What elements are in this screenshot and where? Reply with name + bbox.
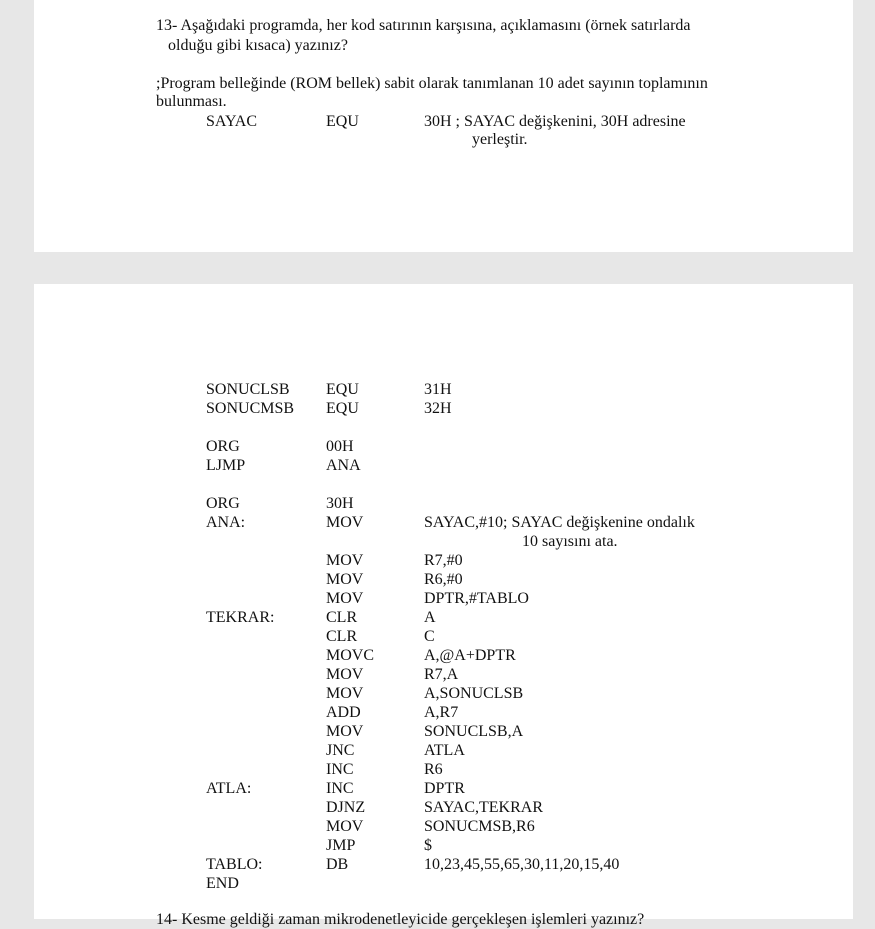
code-comment-continuation: yerleştir. xyxy=(472,131,528,148)
code-opcode: JNC xyxy=(326,742,355,759)
code-operand: SONUCMSB,R6 xyxy=(424,818,535,835)
code-opcode: MOV xyxy=(326,590,364,607)
code-label: ORG xyxy=(206,495,240,512)
code-opcode: MOV xyxy=(326,723,364,740)
code-opcode: INC xyxy=(326,780,354,797)
code-operand: 32H xyxy=(424,400,452,417)
code-opcode: ANA xyxy=(326,457,361,474)
question-text-line-2: olduğu gibi kısaca) yazınız? xyxy=(168,37,348,54)
code-operand: SAYAC,#10; SAYAC değişkenine ondalık xyxy=(424,514,695,531)
code-comment-continuation: 10 sayısını ata. xyxy=(522,533,618,550)
program-description-line-2: bulunması. xyxy=(156,93,227,110)
code-label: LJMP xyxy=(206,457,246,474)
code-opcode: EQU xyxy=(326,400,359,417)
code-opcode: CLR xyxy=(326,628,358,645)
code-opcode: 00H xyxy=(326,438,354,455)
code-opcode: EQU xyxy=(326,113,359,130)
code-opcode: DJNZ xyxy=(326,799,366,816)
code-opcode: EQU xyxy=(326,381,359,398)
code-label: ORG xyxy=(206,438,240,455)
code-operand: R6 xyxy=(424,761,443,778)
code-label: END xyxy=(206,875,239,892)
document-page-1 xyxy=(34,0,853,252)
code-opcode: MOV xyxy=(326,818,364,835)
code-label: TABLO: xyxy=(206,856,263,873)
code-label: SAYAC xyxy=(206,113,257,130)
code-opcode: ADD xyxy=(326,704,361,721)
document-page-2 xyxy=(34,284,853,928)
code-opcode: MOV xyxy=(326,552,364,569)
code-label: TEKRAR: xyxy=(206,609,275,626)
code-operand: ATLA xyxy=(424,742,465,759)
code-opcode: CLR xyxy=(326,609,358,626)
code-label: SONUCLSB xyxy=(206,381,290,398)
code-operand: R7,#0 xyxy=(424,552,463,569)
code-operand: C xyxy=(424,628,435,645)
code-label: SONUCMSB xyxy=(206,400,295,417)
code-operand: 10,23,45,55,65,30,11,20,15,40 xyxy=(424,856,620,873)
code-operand: DPTR,#TABLO xyxy=(424,590,529,607)
code-label: ANA: xyxy=(206,514,246,531)
code-operand: $ xyxy=(424,837,432,854)
code-operand: 30H ; SAYAC değişkenini, 30H adresine xyxy=(424,113,686,130)
code-operand: SONUCLSB,A xyxy=(424,723,524,740)
question-text-line-1: 13- Aşağıdaki programda, her kod satırının karşısına, açıklamasını (örnek satırlarda xyxy=(156,17,691,34)
code-operand: R7,A xyxy=(424,666,459,683)
code-operand: A,R7 xyxy=(424,704,459,721)
code-operand: DPTR xyxy=(424,780,465,797)
code-operand: A xyxy=(424,609,436,626)
code-opcode: MOV xyxy=(326,514,364,531)
next-question-partial: 14- Kesme geldiği zaman mikrodenetleyicide gerçekleşen işlemleri yazınız? xyxy=(156,911,645,928)
code-operand: 31H xyxy=(424,381,452,398)
code-opcode: INC xyxy=(326,761,354,778)
code-operand: SAYAC,TEKRAR xyxy=(424,799,543,816)
code-operand: R6,#0 xyxy=(424,571,463,588)
code-opcode: MOV xyxy=(326,571,364,588)
code-opcode: 30H xyxy=(326,495,354,512)
code-opcode: MOV xyxy=(326,685,364,702)
program-description-line-1: ;Program belleğinde (ROM bellek) sabit olarak tanımlanan 10 adet sayının toplamının xyxy=(156,75,708,92)
code-opcode: MOVC xyxy=(326,647,375,664)
code-label: ATLA: xyxy=(206,780,252,797)
code-opcode: DB xyxy=(326,856,349,873)
code-operand: A,SONUCLSB xyxy=(424,685,524,702)
code-opcode: JMP xyxy=(326,837,356,854)
code-opcode: MOV xyxy=(326,666,364,683)
code-operand: A,@A+DPTR xyxy=(424,647,516,664)
